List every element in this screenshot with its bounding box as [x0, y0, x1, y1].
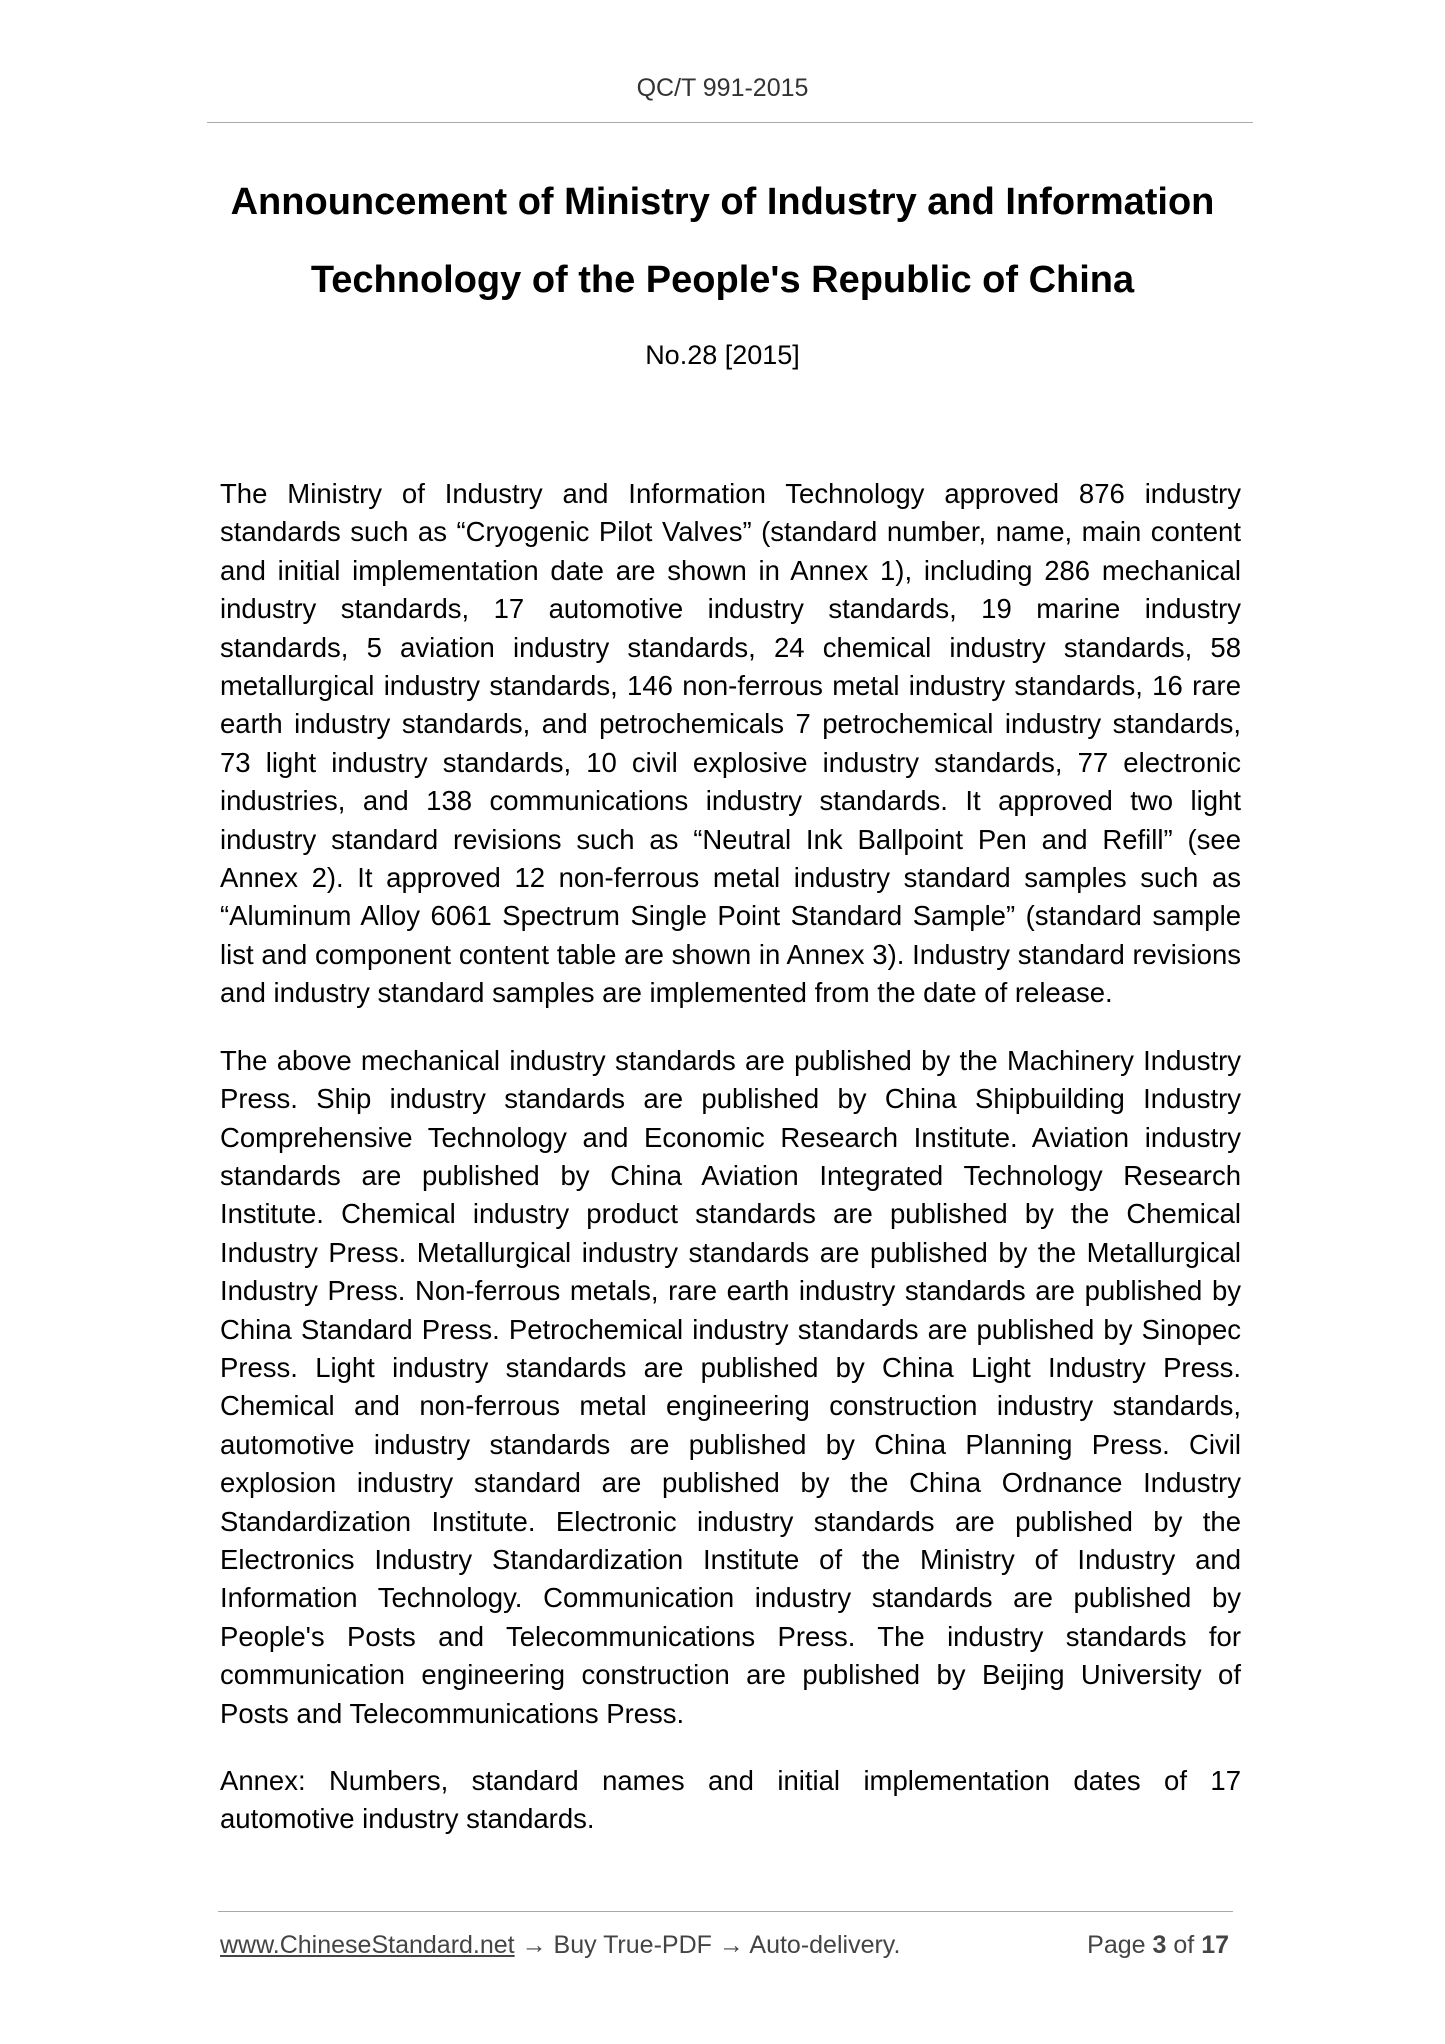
footer-promo: [220, 1931, 900, 1960]
footer-tagline: → Buy True-PDF → Auto-delivery.: [514, 1931, 901, 1959]
standard-code-header: QC/T 991-2015: [636, 74, 809, 102]
footer-divider: [218, 1911, 1233, 1912]
total-pages-number: 17: [1201, 1931, 1229, 1959]
announcement-number: No.28 [2015]: [645, 340, 800, 370]
document-body: [220, 475, 1241, 1868]
header-divider: [207, 122, 1253, 123]
announcement-title: [160, 163, 1285, 319]
paragraph-annex: Annex: Numbers, standard names and initial implementation dates of 17 automotive industry standards.: [220, 1765, 1241, 1835]
title-line-1: Announcement of Ministry of Industry and Information: [230, 181, 1215, 223]
current-page-number: 3: [1152, 1931, 1167, 1959]
page-of-label: of: [1173, 1931, 1195, 1959]
paragraph-approvals: The Ministry of Industry and Information Technology approved 876 industry standards such as “Cryogenic Pilot Valves” (standard number, name, main content and initial implementation date are shown in Annex 1), including 286 mechanical industry standards, 17 automotive industry standards, 19 marine industry standards, 5 aviation industry standards, 24 chemical industry standards, 58 metallurgical industry standards, 146 non-ferrous metal industry standards, 16 rare earth industry standards, and petrochemicals 7 petrochemical industry standards, 73 light industry standards, 10 civil explosive industry standards, 77 electronic industries, and 138 communications industry standards. It approved two light industry standard revisions such as “Neutral Ink Ballpoint Pen and Refill” (see Annex 2). It approved 12 non-ferrous metal industry standard samples such as “Aluminum Alloy 6061 Spectrum Single Point Standard Sample” (standard sample list and component content table are shown in Annex 3). Industry standard revisions and industry standard samples are implemented from the date of release.: [220, 478, 1241, 1009]
page-label: Page: [1087, 1931, 1146, 1959]
paragraph-publishers: The above mechanical industry standards are published by the Machinery Industry Press. Ship industry standards are published by China Shipbuilding Industry Comprehensive Technology and Economic Research Institute. Aviation industry standards are published by China Aviation Integrated Technology Research Institute. Chemical industry product standards are published by the Chemical Industry Press. Metallurgical industry standards are published by the Metallurgical Industry Press. Non-ferrous metals, rare earth industry standards are published by China Standard Press. Petrochemical industry standards are published by Sinopec Press. Light industry standards are published by China Light Industry Press. Chemical and non-ferrous metal engineering construction industry standards, automotive industry standards are published by China Planning Press. Civil explosion industry standard are published by the China Ordnance Industry Standardization Institute. Electronic industry standards are published by the Electronics Industry Standardization Institute of the Ministry of Industry and Information Technology. Communication industry standards are published by People's Posts and Telecommunications Press. The industry standards for communication engineering construction are published by Beijing University of Posts and Telecommunications Press.: [220, 1044, 1241, 1729]
page-indicator: [1087, 1931, 1229, 1960]
website-link[interactable]: www.ChineseStandard.net: [220, 1931, 515, 1959]
title-line-2: Technology of the People's Republic of China: [310, 259, 1135, 301]
